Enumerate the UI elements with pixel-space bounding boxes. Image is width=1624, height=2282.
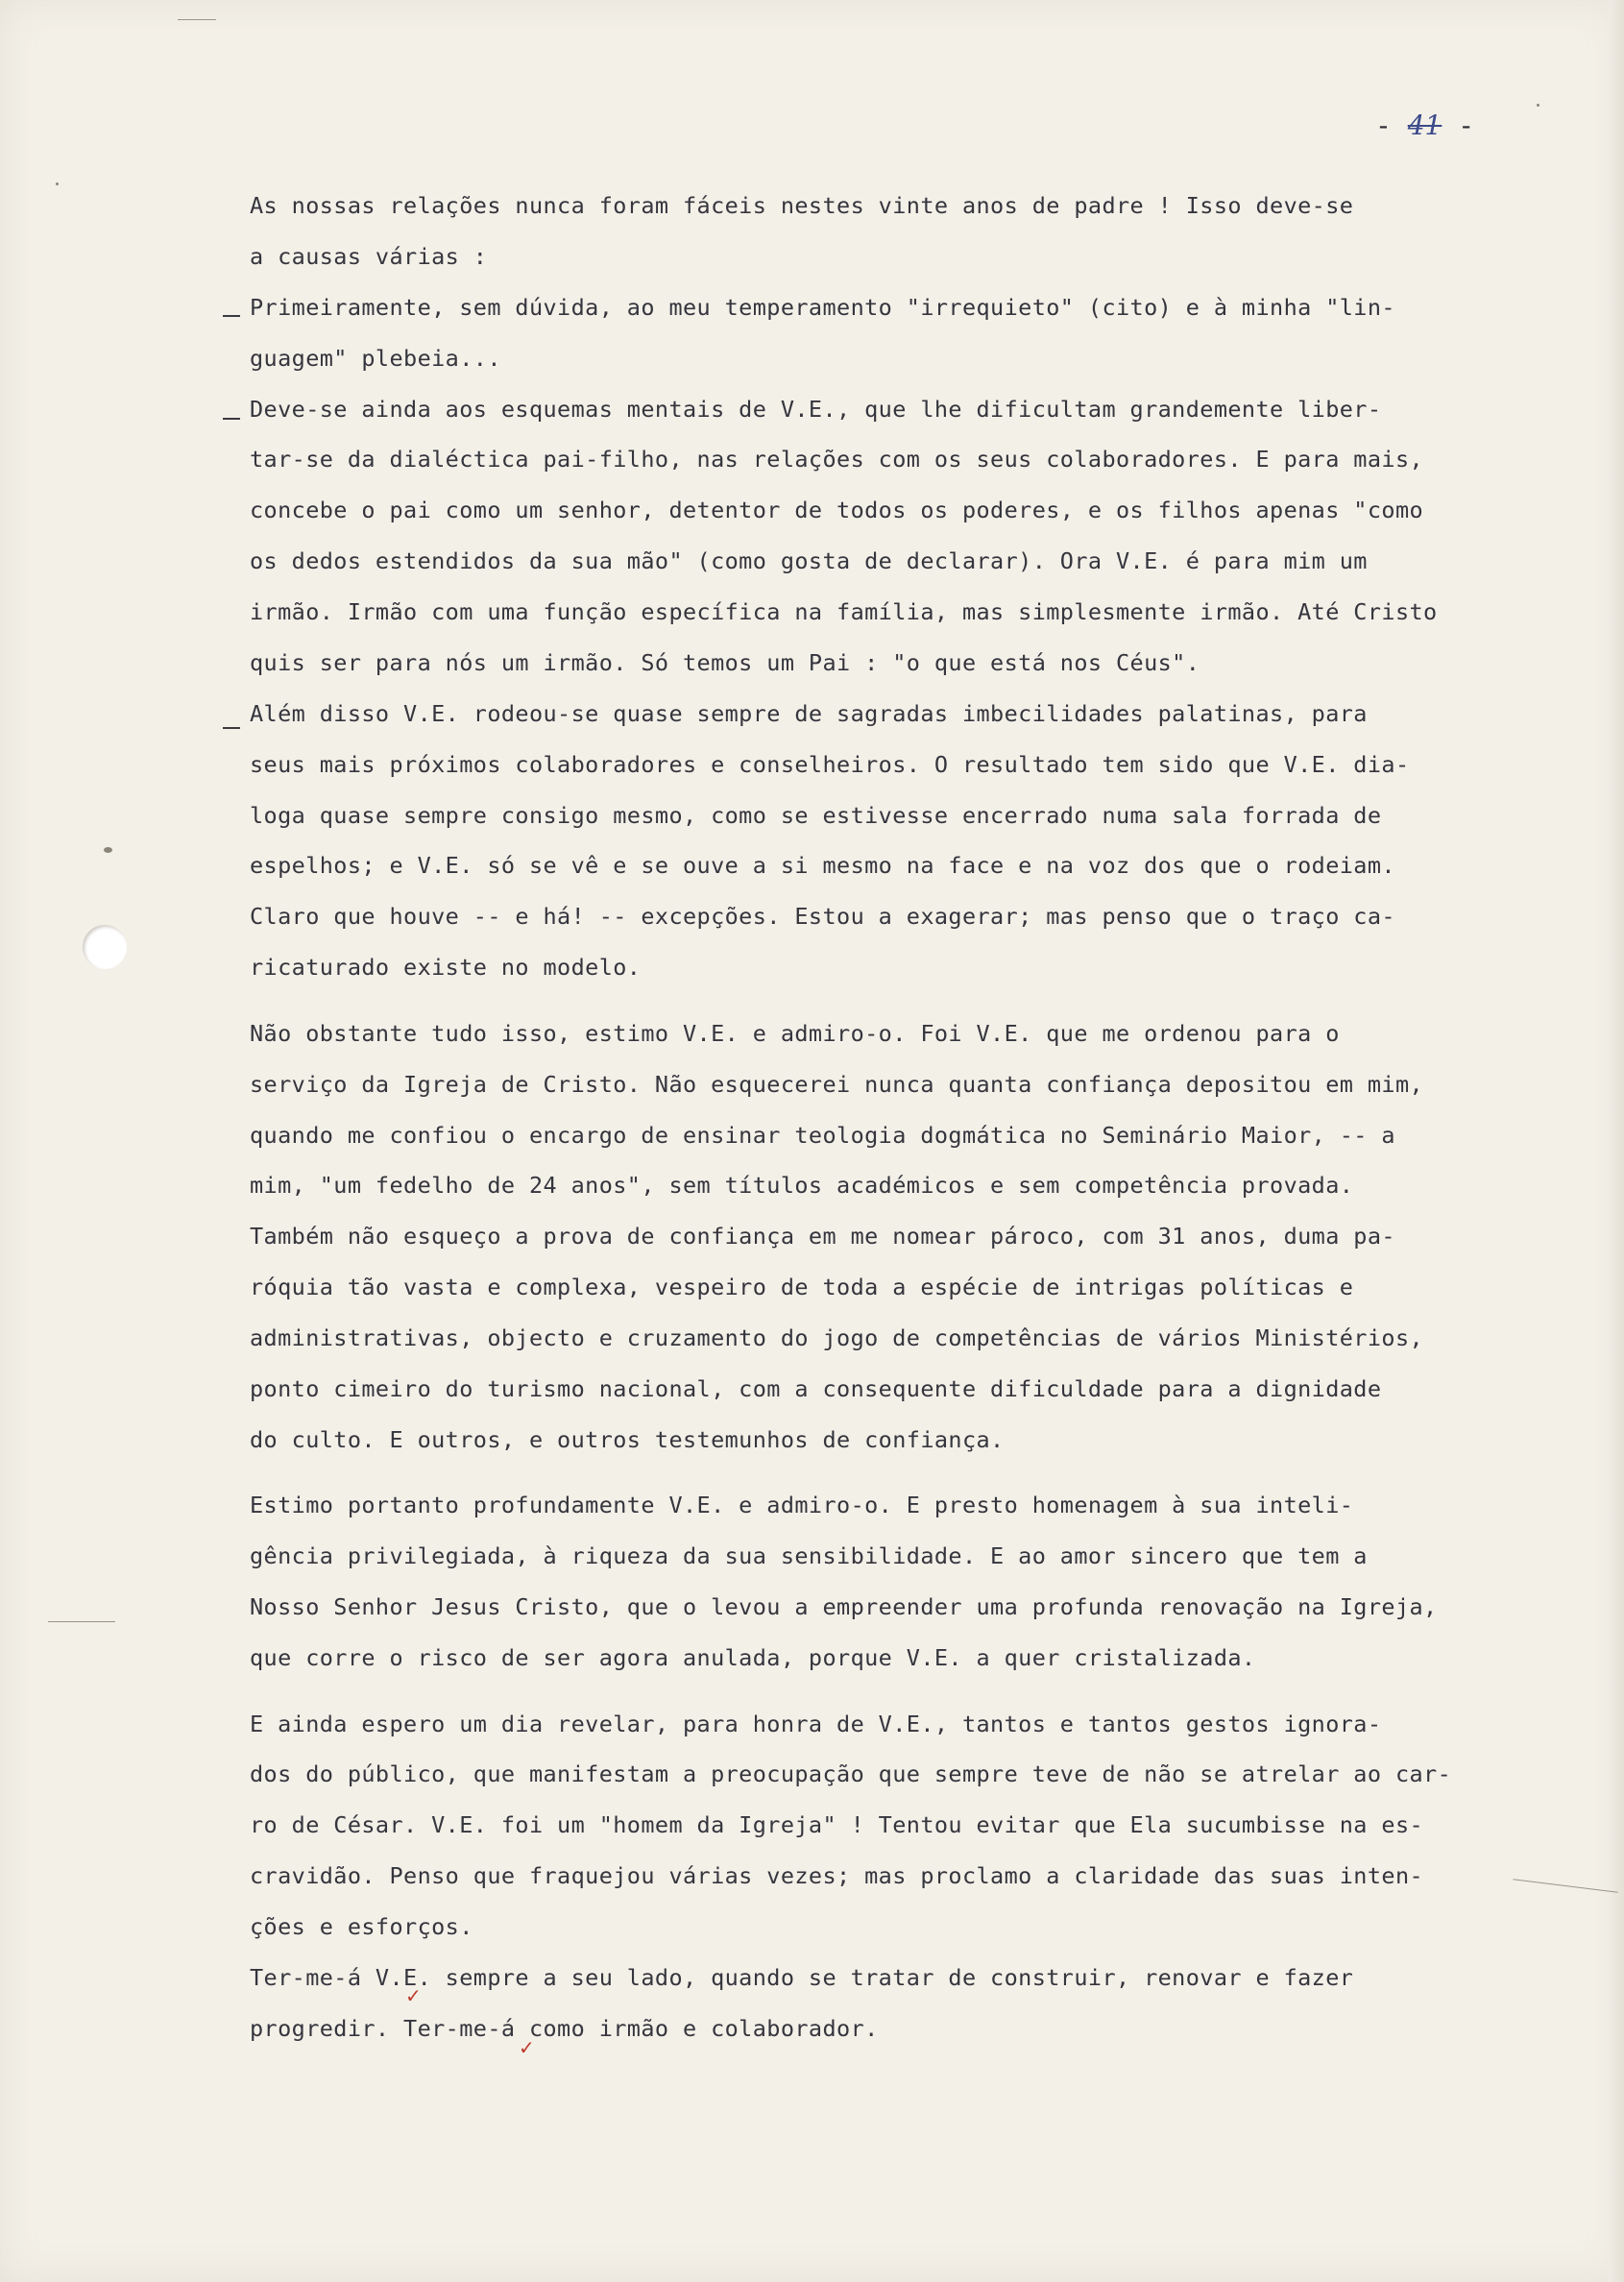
text-line: quando me confiou o encargo de ensinar teologia dogmática no Seminário Maior, -- a — [250, 1122, 1395, 1149]
text-line: As nossas relações nunca foram fáceis nestes vinte anos de padre ! Isso deve-se — [250, 192, 1354, 219]
text-line: Estimo portanto profundamente V.E. e admiro-o. E presto homenagem à sua inteli- — [250, 1492, 1354, 1518]
text-line: Ter-me-á V.E. sempre a seu lado, quando se tratar de construir, renovar e fazer — [250, 1964, 1354, 1991]
page-number-value: 41 — [1407, 109, 1442, 141]
text-line: serviço da Igreja de Cristo. Não esquecerei nunca quanta confiança depositou em mim, — [250, 1071, 1424, 1098]
text-line: Além disso V.E. rodeou-se quase sempre de sagradas imbecilidades palatinas, para — [250, 700, 1368, 727]
text-line: gência privilegiada, à riqueza da sua sensibilidade. E ao amor sincero que tem a — [250, 1542, 1368, 1569]
ink-speck — [104, 847, 112, 853]
text-line: espelhos; e V.E. só se vê e se ouve a si mesmo na face e na voz dos que o rodeiam. — [250, 852, 1395, 879]
text-line: ponto cimeiro do turismo nacional, com a consequente dificuldade para a dignidade — [250, 1375, 1382, 1402]
page-edge — [1609, 0, 1624, 2282]
text-line: ricaturado existe no modelo. — [250, 954, 642, 981]
text-line: dos do público, que manifestam a preocupação que sempre teve de não se atrelar ao car- — [250, 1760, 1452, 1787]
bullet-dash — [223, 418, 240, 420]
text-line: E ainda espero um dia revelar, para honra de V.E., tantos e tantos gestos ignora- — [250, 1711, 1382, 1737]
punch-hole — [83, 925, 127, 969]
text-line: róquia tão vasta e complexa, vespeiro de toda a espécie de intrigas políticas e — [250, 1274, 1354, 1300]
bullet-dash — [223, 315, 240, 317]
red-correction-mark: ✓ — [519, 2036, 535, 2059]
text-line: Também não esqueço a prova de confiança em me nomear pároco, com 31 anos, duma pa- — [250, 1223, 1395, 1250]
page-number — [1375, 109, 1474, 141]
pencil-mark — [178, 19, 216, 20]
text-line: que corre o risco de ser agora anulada, porque V.E. a quer cristalizada. — [250, 1644, 1256, 1671]
text-line: Deve-se ainda aos esquemas mentais de V.E., que lhe dificultam grandemente liber- — [250, 396, 1382, 423]
text-line: progredir. Ter-me-á como irmão e colaborador. — [250, 2015, 879, 2042]
text-line: concebe o pai como um senhor, detentor de todos os poderes, e os filhos apenas "como — [250, 497, 1424, 523]
text-line: ro de César. V.E. foi um "homem da Igreja" ! Tentou evitar que Ela sucumbisse na es- — [250, 1811, 1424, 1838]
text-line: a causas várias : — [250, 243, 488, 270]
text-line: ções e esforços. — [250, 1913, 473, 1940]
bullet-dash — [223, 727, 240, 729]
text-line: mim, "um fedelho de 24 anos", sem títulos académicos e sem competência provada. — [250, 1172, 1354, 1199]
text-line: cravidão. Penso que fraquejou várias vezes; mas proclamo a claridade das suas inten- — [250, 1862, 1424, 1889]
text-line: tar-se da dialéctica pai-filho, nas relações com os seus colaboradores. E para mais, — [250, 446, 1424, 473]
red-correction-mark: ✓ — [405, 1984, 422, 2007]
text-line: irmão. Irmão com uma função específica na família, mas simplesmente irmão. Até Cristo — [250, 598, 1438, 625]
text-line: Não obstante tudo isso, estimo V.E. e admiro-o. Foi V.E. que me ordenou para o — [250, 1020, 1340, 1047]
page-number-dash-right: - — [1458, 109, 1475, 141]
page-number-dash-left: - — [1375, 109, 1392, 141]
text-line: guagem" plebeia... — [250, 345, 501, 372]
ink-speck — [56, 182, 59, 185]
text-line: Primeiramente, sem dúvida, ao meu temperamento "irrequieto" (cito) e à minha "lin- — [250, 294, 1395, 321]
ink-speck — [1537, 104, 1539, 107]
text-line: seus mais próximos colaboradores e conselheiros. O resultado tem sido que V.E. dia- — [250, 751, 1410, 778]
text-line: administrativas, objecto e cruzamento do jogo de competências de vários Ministérios, — [250, 1324, 1424, 1351]
text-line: Nosso Senhor Jesus Cristo, que o levou a empreender uma profunda renovação na Igreja, — [250, 1593, 1438, 1620]
text-line: os dedos estendidos da sua mão" (como gosta de declarar). Ora V.E. é para mim um — [250, 547, 1368, 574]
text-line: quis ser para nós um irmão. Só temos um Pai : "o que está nos Céus". — [250, 649, 1200, 676]
text-line: do culto. E outros, e outros testemunhos de confiança. — [250, 1426, 1005, 1453]
text-line: Claro que houve -- e há! -- excepções. Estou a exagerar; mas penso que o traço ca- — [250, 903, 1395, 930]
text-line: loga quase sempre consigo mesmo, como se estivesse encerrado numa sala forrada de — [250, 802, 1382, 829]
pencil-mark — [48, 1621, 115, 1622]
pencil-mark — [1513, 1879, 1617, 1892]
